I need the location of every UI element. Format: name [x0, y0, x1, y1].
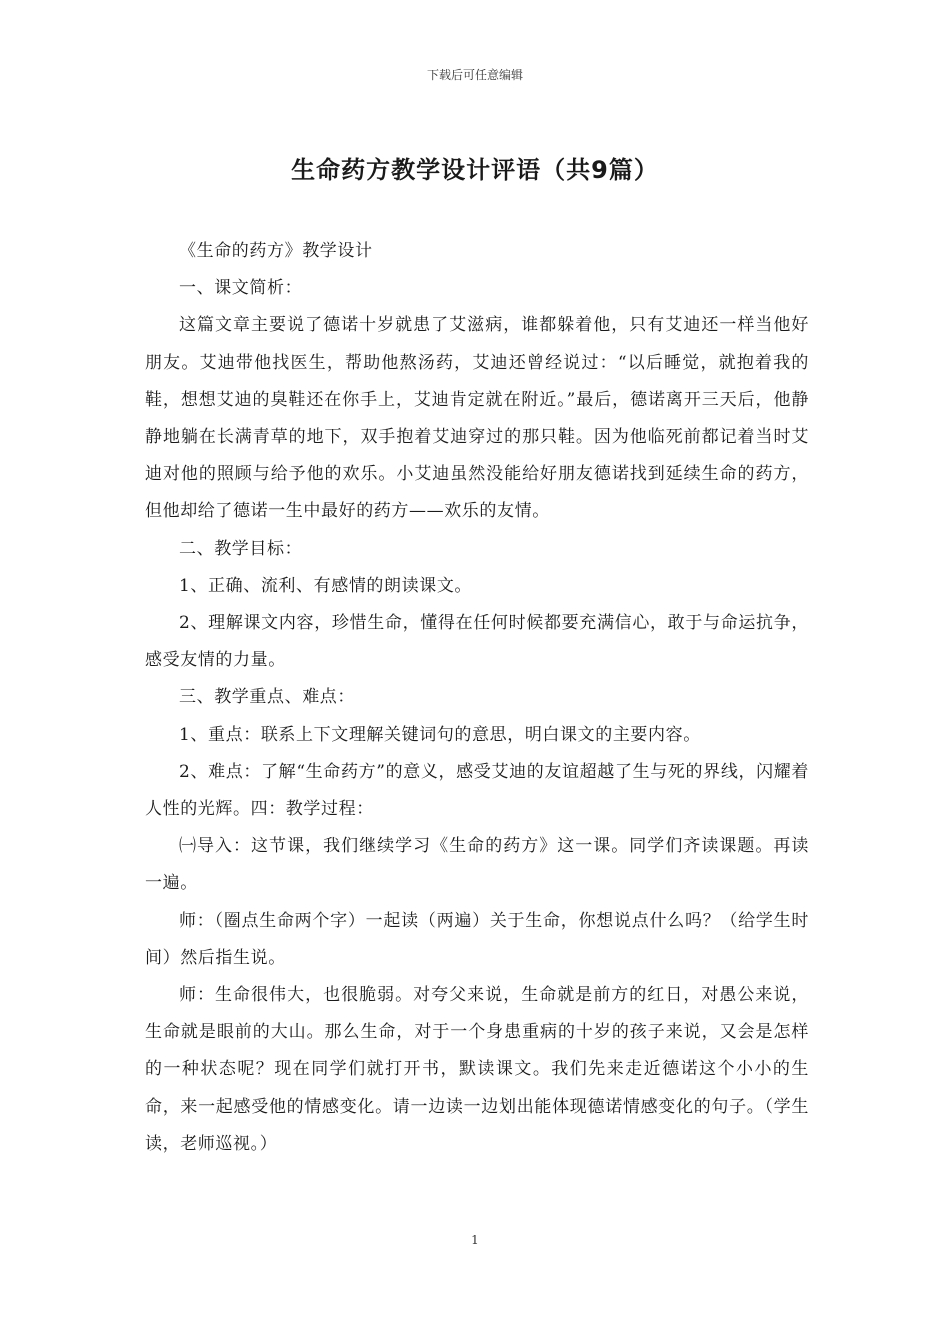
- section-heading-text-analysis: 一、课文简析：: [179, 278, 303, 299]
- document-body: [145, 233, 809, 1163]
- page-number: 1: [471, 1233, 479, 1247]
- key-point-2: 2、难点：了解“生命药方”的意义，感受艾迪的友谊超越了生与死的界线，闪耀着人性的光辉。四：教学过程：: [145, 761, 809, 820]
- teaching-goal-2: 2、理解课文内容，珍惜生命，懂得在任何时候都要充满信心，敢于与命运抗争，感受友情的力量。: [145, 613, 809, 671]
- introduction-paragraph: ㈠导入：这节课，我们继续学习《生命的药方》这一课。同学们齐读课题。再读一遍。: [145, 836, 809, 894]
- teaching-goal-1: 1、正确、流利、有感情的朗读课文。: [179, 575, 473, 596]
- teacher-paragraph-1: 师：（圈点生命两个字）一起读（两遍）关于生命，你想说点什么吗？（给学生时间）然后指生说。: [145, 910, 809, 968]
- key-point-1: 1、重点：联系上下文理解关键词句的意思，明白课文的主要内容。: [179, 724, 701, 745]
- lesson-title-paragraph: 《生命的药方》教学设计: [179, 241, 373, 261]
- document-title: 生命药方教学设计评语（共9篇）: [291, 156, 659, 184]
- header-note: 下载后可任意编辑: [426, 68, 523, 82]
- section-heading-key-points: 三、教学重点、难点：: [179, 687, 355, 708]
- text-analysis-paragraph: 这篇文章主要说了德诺十岁就患了艾滋病，谁都躲着他，只有艾迪还一样当他好朋友。艾迪带他找医生，帮助他熬汤药，艾迪还曾经说过：“以后睡觉，就抱着我的鞋，想想艾迪的臭鞋还在你手上，艾迪肯定就在附近。”最后，德诺离开三天后，他静静地躺在长满青草的地下，双手抱着艾迪穿过的那只鞋。因为他临死前都记着当时艾迪对他的照顾与给予他的欢乐。小艾迪虽然没能给好朋友德诺找到延续生命的药方，但他却给了德诺一生中最好的药方——欢乐的友情。: [145, 315, 809, 522]
- teacher-paragraph-2: 师：生命很伟大，也很脆弱。对夸父来说，生命就是前方的红日，对愚公来说，生命就是眼前的大山。那么生命，对于一个身患重病的十岁的孩子来说，又会是怎样的一种状态呢？现在同学们就打开书，默读课文。我们先来走近德诺这个小小的生命，来一起感受他的情感变化。请一边读一边划出能体现德诺情感变化的句子。（学生读，老师巡视。）: [145, 985, 809, 1154]
- section-heading-teaching-goals: 二、教学目标：: [179, 538, 303, 559]
